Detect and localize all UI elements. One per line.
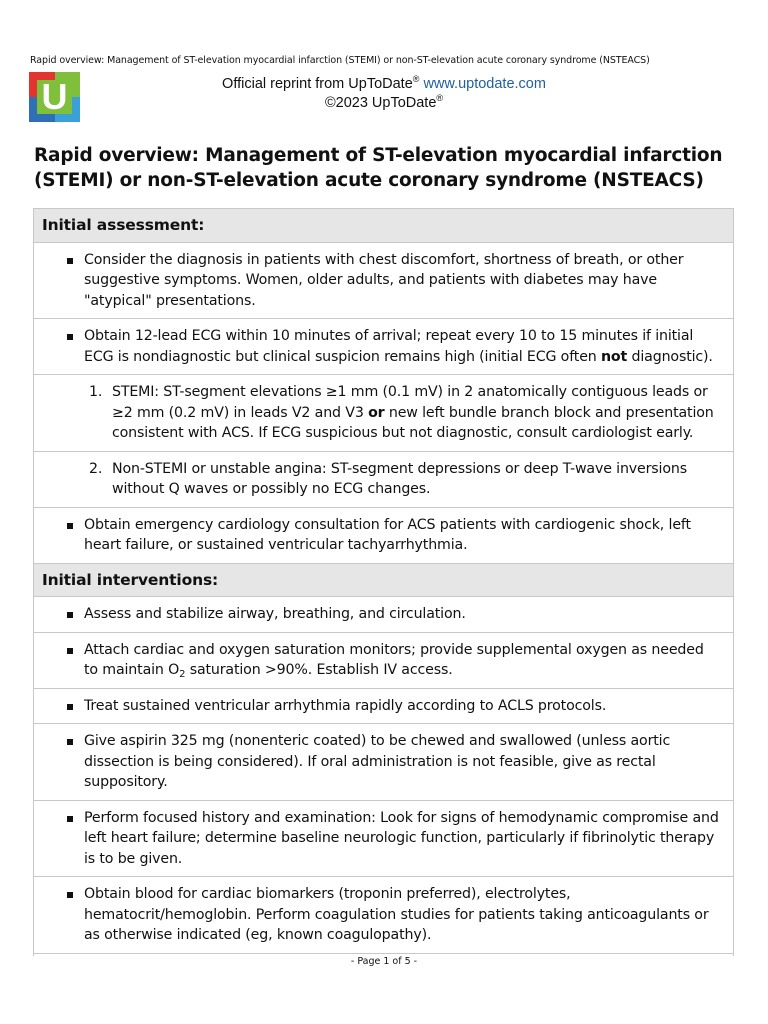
list-item: Obtain emergency cardiology consultation for ACS patients with cardiogenic shock, left heart failure, or sustained ventricular tachyarrhythmia. xyxy=(46,515,721,556)
numbered-item: 2. Non-STEMI or unstable angina: ST-segment depressions or deep T-wave inversions without Q waves or possibly no ECG changes. xyxy=(89,460,687,497)
bullet-icon xyxy=(67,648,73,654)
running-title: Rapid overview: Management of ST-elevation myocardial infarction (STEMI) or non-ST-elevation acute coronary syndrome (NSTEACS) xyxy=(30,55,650,66)
bullet-icon xyxy=(67,704,73,710)
section-heading: Initial interventions: xyxy=(34,563,734,597)
reg-mark: ® xyxy=(436,93,444,103)
table-row xyxy=(34,507,734,563)
list-item: Obtain blood for cardiac biomarkers (troponin preferred), electrolytes, hematocrit/hemoglobin. Perform coagulation studies for patients taking anticoagulants or as otherwise indicated (eg, known coagulopathy). xyxy=(46,884,721,946)
section-header-initial-interventions xyxy=(34,563,734,597)
section-heading: Initial assessment: xyxy=(34,209,734,243)
page-number: - Page 1 of 5 - xyxy=(350,956,418,967)
bullet-icon xyxy=(67,612,73,618)
copyright-text: ©2023 UpToDate xyxy=(324,94,437,111)
table-row xyxy=(34,877,734,954)
bullet-icon xyxy=(67,334,73,340)
bullet-icon xyxy=(67,739,73,745)
copyright-line xyxy=(0,93,768,111)
page-title: Rapid overview: Management of ST-elevation myocardial infarction (STEMI) or non-ST-elevation acute coronary syndrome (NSTEACS) xyxy=(34,145,723,191)
table-row xyxy=(34,800,734,877)
bullet-icon xyxy=(67,523,73,529)
numbered-item: 1. STEMI: ST-segment elevations ≥1 mm (0.1 mV) in 2 anatomically contiguous leads or ≥2 mm (0.2 mV) in leads V2 and V3 or new left bundle branch block and presentation consistent with ACS. If ECG suspicious but not diagnostic, consult cardiologist early. xyxy=(89,384,714,441)
list-item: Obtain 12-lead ECG within 10 minutes of arrival; repeat every 10 to 15 minutes if initial ECG is nondiagnostic but clinical suspicion remains high (initial ECG often not diagnostic). xyxy=(46,326,721,367)
table-row xyxy=(34,632,734,688)
logo-letter: U xyxy=(41,76,68,117)
table-row xyxy=(34,375,734,452)
reprint-text: Official reprint from UpToDate xyxy=(222,75,413,92)
section-header-initial-assessment xyxy=(34,209,734,243)
table-row xyxy=(34,319,734,375)
bullet-icon xyxy=(67,892,73,898)
bullet-icon xyxy=(67,258,73,264)
uptodate-link[interactable]: www.uptodate.com xyxy=(423,75,546,92)
list-item: Attach cardiac and oxygen saturation monitors; provide supplemental oxygen as needed to maintain $O_2$ saturation >90%. Establish IV access. xyxy=(46,640,721,681)
bullet-icon xyxy=(67,816,73,822)
reprint-line xyxy=(0,74,768,92)
list-item: Consider the diagnosis in patients with chest discomfort, shortness of breath, or other suggestive symptoms. Women, older adults, and patients with diabetes may have "atypical" presentations. xyxy=(46,250,721,312)
overview-table xyxy=(33,208,734,956)
reg-mark: ® xyxy=(412,74,420,84)
list-item: Give aspirin 325 mg (nonenteric coated) to be chewed and swallowed (unless aortic dissection is being considered). If oral administration is not feasible, give as rectal suppository. xyxy=(46,731,721,793)
list-item: Assess and stabilize airway, breathing, and circulation. xyxy=(46,604,721,625)
list-item: Treat sustained ventricular arrhythmia rapidly according to ACLS protocols. xyxy=(46,696,721,717)
table-row xyxy=(34,242,734,319)
table-row xyxy=(34,688,734,724)
table-row xyxy=(34,724,734,801)
table-row xyxy=(34,451,734,507)
list-item: Perform focused history and examination: Look for signs of hemodynamic compromise and left heart failure; determine baseline neurologic function, particularly if fibrinolytic therapy is to be given. xyxy=(46,808,721,870)
table-row xyxy=(34,597,734,633)
